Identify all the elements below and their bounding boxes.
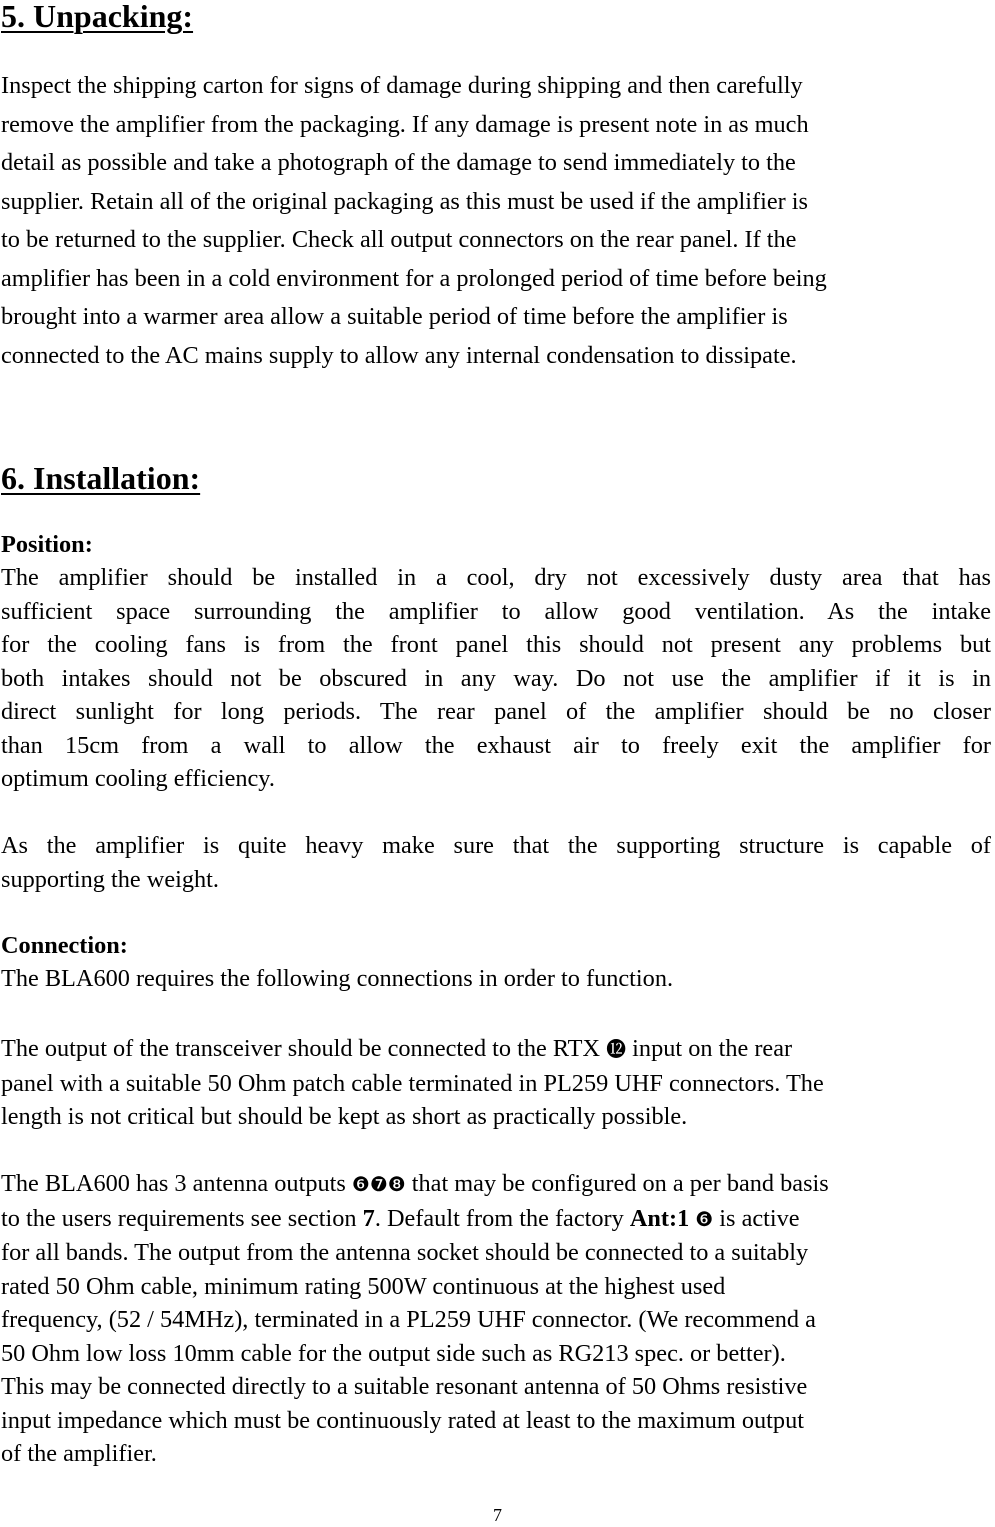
transceiver-line: panel with a suitable 50 Ohm patch cable terminated in PL259 UHF connectors. The: [1, 1069, 824, 1097]
antenna-line: This may be connected directly to a suitable resonant antenna of 50 Ohms resistive: [1, 1373, 808, 1400]
antenna-line: for all bands. The output from the antenna socket should be connected to a suitably: [1, 1239, 809, 1266]
antenna-paragraph: [1, 1167, 991, 1471]
antenna-line: input impedance which must be continuously rated at least to the maximum output: [1, 1406, 804, 1434]
page-number: 7: [493, 1505, 502, 1525]
position-line: The amplifier should be installed in a cool, dry not excessively dusty area that has: [1, 564, 991, 591]
position-line: for the cooling fans is from the front panel this should not present any problems but: [1, 631, 991, 658]
position-line: direct sunlight for long periods. The rear panel of the amplifier should be no closer: [1, 698, 991, 725]
connection-intro: [1, 962, 991, 996]
transceiver-line: [1, 1032, 991, 1067]
unpacking-line: amplifier has been in a cold environment for a prolonged period of time before being: [1, 264, 827, 292]
antenna-text: The BLA600 has 3 antenna outputs: [1, 1170, 352, 1197]
position-line: both intakes should not be obscured in any way. Do not use the amplifier if it is in: [1, 664, 991, 692]
default-antenna-label: Ant:1: [629, 1204, 690, 1232]
section-reference: 7: [362, 1204, 375, 1232]
transceiver-text: input on the rear: [626, 1035, 793, 1062]
transceiver-paragraph: [1, 1032, 991, 1134]
transceiver-line: length is not critical but should be kept as short as practically possible.: [1, 1103, 688, 1130]
antenna-text: to the users requirements see section: [1, 1204, 363, 1232]
unpacking-line: brought into a warmer area allow a suitable period of time before the amplifier is: [1, 303, 788, 330]
antenna-line: [1, 1167, 991, 1202]
position-line: optimum cooling efficiency.: [1, 765, 275, 792]
antenna-text: that may be configured on a per band basis: [405, 1170, 829, 1197]
connection-intro-line: The BLA600 requires the following connections in order to function.: [1, 965, 674, 992]
antenna-line: [1, 1202, 991, 1237]
antenna-text: is active: [713, 1204, 800, 1232]
position-paragraph: [1, 561, 991, 796]
unpacking-line: Inspect the shipping carton for signs of damage during shipping and then carefully: [1, 72, 803, 99]
unpacking-paragraph: [1, 67, 991, 375]
weight-line: As the amplifier is quite heavy make sure that the supporting structure is capable of: [1, 832, 991, 859]
unpacking-line: remove the amplifier from the packaging. If any damage is present note in as much: [1, 110, 809, 138]
installation-heading: 6. Installation:: [1, 460, 201, 496]
antenna-outputs-marker: ❻❼❽: [351, 1172, 406, 1196]
antenna-line: of the amplifier.: [1, 1440, 157, 1467]
antenna-line: frequency, (52 / 54MHz), terminated in a PL259 UHF connector. (We recommend a: [1, 1306, 816, 1333]
position-subheading: Position:: [1, 531, 93, 558]
antenna-line: rated 50 Ohm cable, minimum rating 500W continuous at the highest used: [1, 1272, 726, 1300]
unpacking-line: to be returned to the supplier. Check all output connectors on the rear panel. If the: [1, 226, 797, 253]
antenna-line: 50 Ohm low loss 10mm cable for the output side such as RG213 spec. or better).: [1, 1339, 786, 1367]
rtx-number-marker: ⓬: [606, 1037, 627, 1061]
connection-subheading: Connection:: [1, 932, 128, 959]
transceiver-text: The output of the transceiver should be connected to the RTX: [1, 1035, 607, 1062]
antenna-text: . Default from the factory: [374, 1204, 630, 1232]
position-line: sufficient space surrounding the amplifier to allow good ventilation. As the intake: [1, 597, 991, 625]
weight-line: supporting the weight.: [1, 865, 219, 893]
antenna-1-marker: ❻: [695, 1206, 714, 1231]
unpacking-line: connected to the AC mains supply to allow any internal condensation to dissipate.: [1, 341, 797, 369]
weight-paragraph: [1, 829, 991, 896]
unpacking-heading: 5. Unpacking:: [1, 0, 194, 34]
unpacking-line: supplier. Retain all of the original packaging as this must be used if the amplifier is: [1, 187, 809, 215]
position-line: than 15cm from a wall to allow the exhaust air to freely exit the amplifier for: [1, 731, 991, 759]
unpacking-line: detail as possible and take a photograph of the damage to send immediately to the: [1, 149, 796, 176]
